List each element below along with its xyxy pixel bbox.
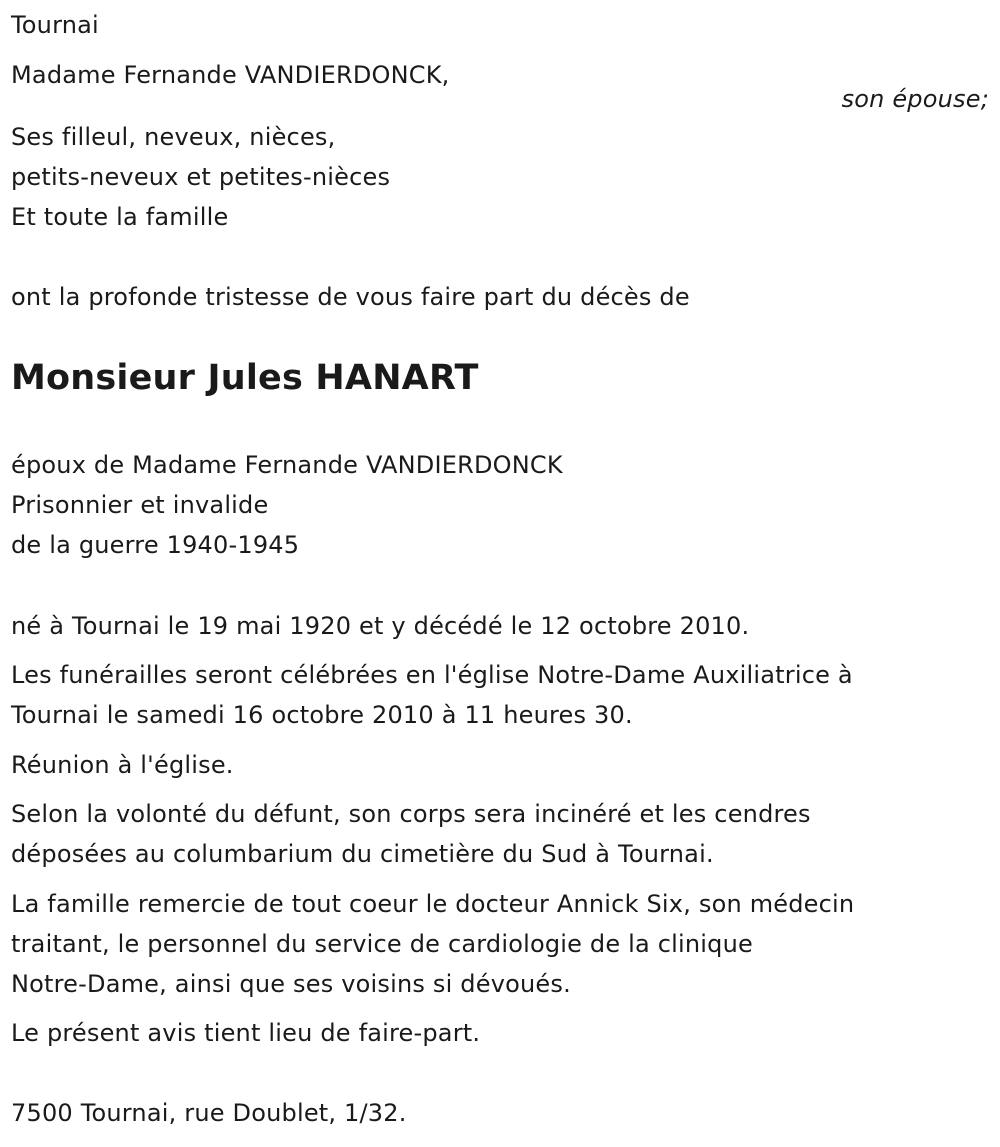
family-line-3: Et toute la famille (11, 203, 229, 231)
family-line-1: Ses filleul, neveux, nièces, (11, 123, 336, 151)
thanks-line-3: Notre-Dame, ainsi que ses voisins si dévoués. (11, 970, 571, 998)
thanks-line-2: traitant, le personnel du service de cardiologie de la clinique (11, 930, 753, 958)
family-line-2: petits-neveux et petites-nièces (11, 163, 391, 191)
detail-line-1: époux de Madame Fernande VANDIERDONCK (11, 451, 563, 479)
location-heading: Tournai (11, 11, 99, 39)
meeting-line: Réunion à l'église. (11, 751, 234, 779)
announcement-text: ont la profonde tristesse de vous faire part du décès de (11, 283, 690, 311)
funeral-line-2: Tournai le samedi 16 octobre 2010 à 11 heures 30. (11, 701, 633, 729)
detail-line-2: Prisonnier et invalide (11, 491, 269, 519)
birth-death-line: né à Tournai le 19 mai 1920 et y décédé le 12 octobre 2010. (11, 612, 750, 640)
funeral-line-1: Les funérailles seront célébrées en l'église Notre-Dame Auxiliatrice à (11, 661, 853, 689)
notice-line: Le présent avis tient lieu de faire-part. (11, 1019, 481, 1047)
spouse-line: Madame Fernande VANDIERDONCK, (11, 61, 450, 89)
cremation-line-1: Selon la volonté du défunt, son corps sera incinéré et les cendres (11, 800, 811, 828)
cremation-line-2: déposées au columbarium du cimetière du Sud à Tournai. (11, 840, 714, 868)
address-line: 7500 Tournai, rue Doublet, 1/32. (11, 1099, 407, 1127)
detail-line-3: de la guerre 1940-1945 (11, 531, 300, 559)
thanks-line-1: La famille remercie de tout coeur le docteur Annick Six, son médecin (11, 890, 855, 918)
deceased-name: Monsieur Jules HANART (11, 358, 479, 398)
spouse-role: son épouse; (841, 85, 989, 113)
